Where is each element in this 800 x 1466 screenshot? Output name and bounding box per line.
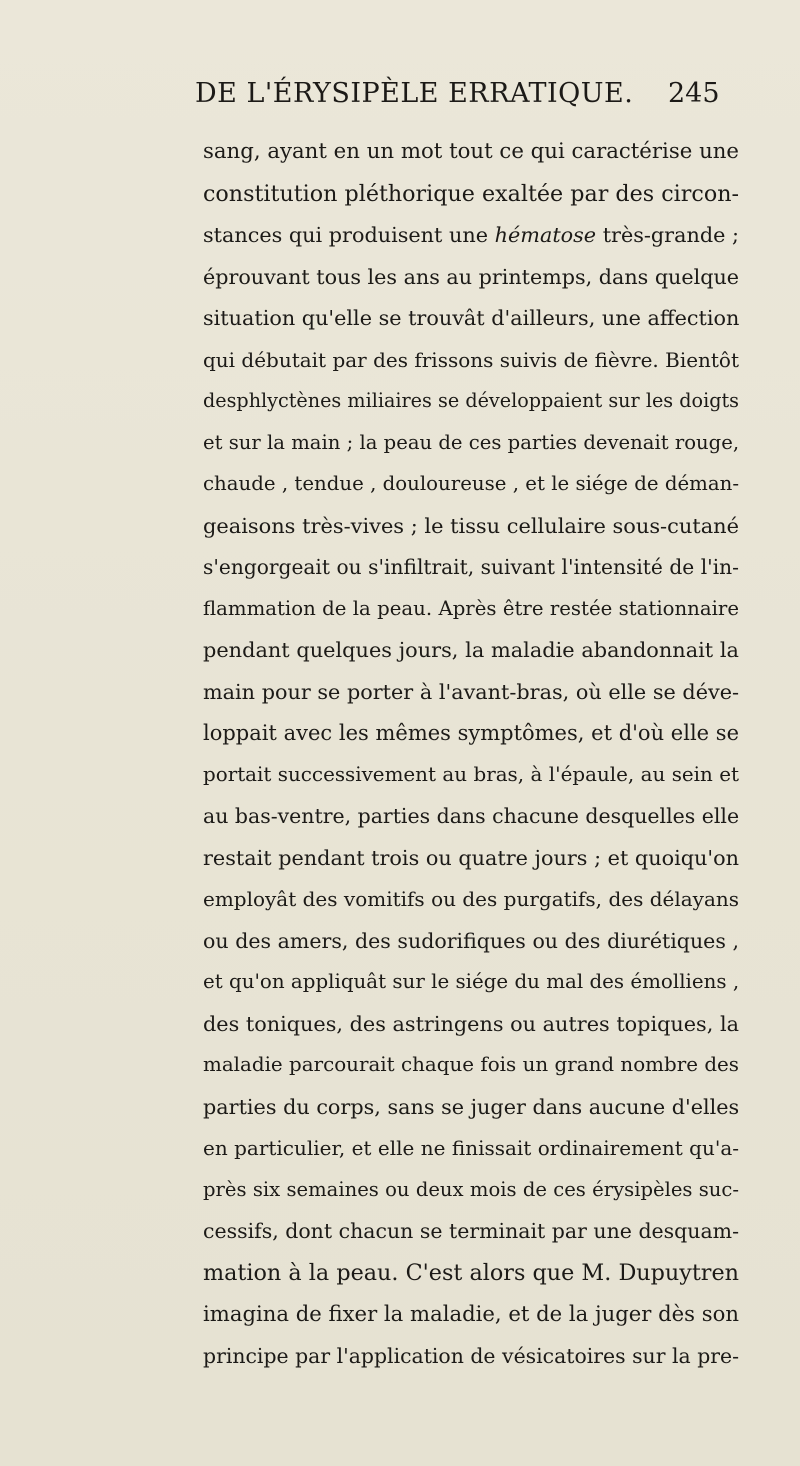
text-line: geaisons très-vives ; le tissu cellulaire sous-cutané bbox=[203, 513, 739, 538]
text-line: des toniques, des astringens ou autres topiques, la bbox=[203, 1011, 739, 1036]
text-line: flammation de la peau. Après être restée stationnaire bbox=[203, 596, 739, 620]
running-title: DE L'ÉRYSIPÈLE ERRATIQUE. bbox=[195, 78, 634, 109]
text-line: loppait avec les mêmes symptômes, et d'où elle se bbox=[203, 721, 739, 745]
text-line: près six semaines ou deux mois de ces érysipèles suc- bbox=[203, 1177, 739, 1201]
text-line: portait successivement au bras, à l'épaule, au sein et bbox=[203, 762, 739, 786]
text-line: et sur la main ; la peau de ces parties devenait rouge, bbox=[203, 430, 740, 454]
text-line: pendant quelques jours, la maladie abandonnait la bbox=[203, 638, 739, 662]
text-segment: stances qui produisent une bbox=[203, 223, 495, 247]
text-line: employât des vomitifs ou des purgatifs, des délayans bbox=[203, 887, 739, 911]
text-line: ou des amers, des sudorifiques ou des diurétiques , bbox=[203, 928, 739, 953]
text-line: en particulier, et elle ne finissait ordinairement qu'a- bbox=[203, 1136, 739, 1160]
text-line: mation à la peau. C'est alors que M. Dupuytren bbox=[203, 1259, 739, 1286]
text-line: restait pendant trois ou quatre jours ; et quoiqu'on bbox=[203, 845, 739, 870]
text-line bbox=[203, 215, 739, 255]
text-line: situation qu'elle se trouvât d'ailleurs, une affection bbox=[203, 306, 740, 330]
text-line: chaude , tendue , douloureuse , et le siége de déman- bbox=[203, 472, 739, 495]
text-line: sang, ayant en un mot tout ce qui caractérise une bbox=[203, 139, 739, 164]
text-line: au bas-ventre, parties dans chacune desquelles elle bbox=[203, 804, 740, 828]
text-line: qui débutait par des frissons suivis de fièvre. Bientôt bbox=[203, 347, 739, 372]
italic-term: hématose bbox=[494, 223, 597, 247]
text-line: parties du corps, sans se juger dans aucune d'elles bbox=[203, 1094, 740, 1119]
text-line: éprouvant tous les ans au printemps, dans quelque bbox=[203, 264, 739, 289]
text-line: cessifs, dont chacun se terminait par une desquam- bbox=[203, 1219, 739, 1243]
text-line: desphlyctènes miliaires se développaient sur les doigts bbox=[203, 389, 739, 412]
text-line: principe par l'application de vésicatoires sur la pre- bbox=[203, 1343, 739, 1368]
text-line: constitution pléthorique exaltée par des circon- bbox=[203, 180, 739, 207]
text-line: et qu'on appliquât sur le siége du mal des émolliens , bbox=[203, 970, 740, 993]
text-line: main pour se porter à l'avant-bras, où elle se déve- bbox=[203, 679, 739, 704]
text-segment: très-grande ; bbox=[596, 223, 739, 247]
text-line: imagina de fixer la maladie, et de la juger dès son bbox=[203, 1301, 739, 1326]
page-number: 245 bbox=[668, 78, 720, 109]
text-line: maladie parcourait chaque fois un grand nombre des bbox=[203, 1053, 739, 1076]
text-line: s'engorgeait ou s'infiltrait, suivant l'intensité de l'in- bbox=[203, 555, 739, 579]
